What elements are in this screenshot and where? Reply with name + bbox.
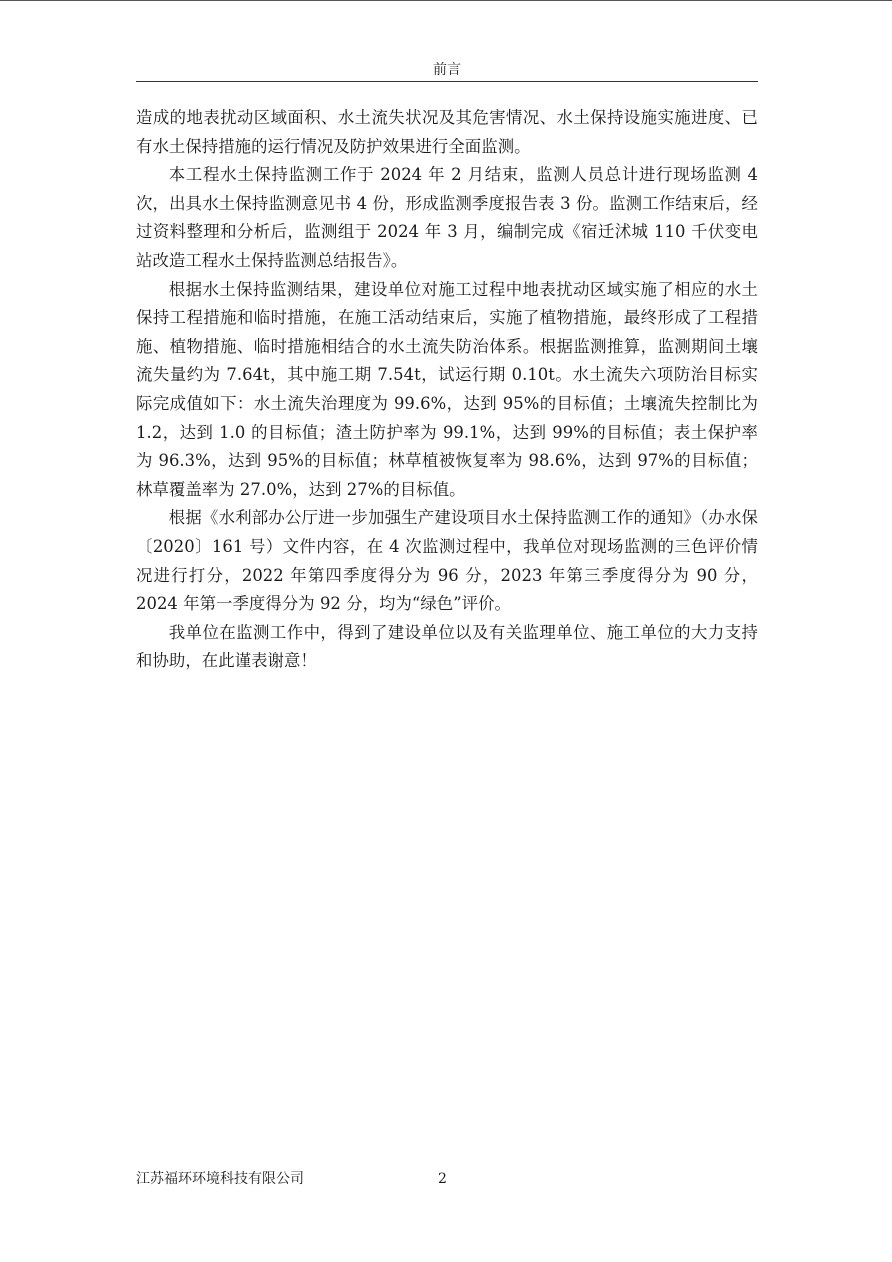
running-header: 前言 bbox=[433, 62, 461, 78]
document-body bbox=[136, 104, 758, 676]
paragraph-continued: 造成的地表扰动区域面积、水土流失状况及其危害情况、水土保持设施实施进度、已有水土保持措施的运行情况及防护效果进行全面监测。 bbox=[136, 108, 758, 156]
paragraph-monitoring-summary: 本工程水土保持监测工作于 2024 年 2 月结束，监测人员总计进行现场监测 4 次，出具水土保持监测意见书 4 份，形成监测季度报告表 3 份。监测工作结束后，经过资料整理和分析后，监测组于 2024 年 3 月，编制完成《宿迁沭城 110 千伏变电站改造工程水土保持监测总结报告》。 bbox=[136, 165, 758, 270]
footer-page-number: 2 bbox=[438, 1171, 447, 1187]
paragraph-three-color-evaluation: 根据《水利部办公厅进一步加强生产建设项目水土保持监测工作的通知》（办水保〔2020〕161 号）文件内容，在 4 次监测过程中，我单位对现场监测的三色评价情况进行打分，2022 年第四季度得分为 96 分，2023 年第三季度得分为 90 分，2024 年第一季度得分为 92 分，均为“绿色”评价。 bbox=[136, 508, 758, 614]
page-top-border bbox=[0, 0, 892, 1]
paragraph-acknowledgement: 我单位在监测工作中，得到了建设单位以及有关监理单位、施工单位的大力支持和协助，在此谨表谢意！ bbox=[136, 622, 758, 671]
header-divider bbox=[136, 81, 758, 82]
footer-company-name: 江苏福环环境科技有限公司 bbox=[136, 1171, 304, 1187]
paragraph-monitoring-results: 根据水土保持监测结果，建设单位对施工过程中地表扰动区域实施了相应的水土保持工程措施和临时措施，在施工活动结束后，实施了植物措施，最终形成了工程措施、植物措施、临时措施相结合的水土流失防治体系。根据监测推算，监测期间土壤流失量约为 7.64t，其中施工期 7.54t，试运行期 0.10t。水土流失六项防治目标实际完成值如下：水土流失治理度为 99.6%，达到 95%的目标值；土壤流失控制比为 1.2，达到 1.0 的目标值；渣土防护率为 99.1%，达到 99%的目标值；表土保护率为 96.3%，达到 95%的目标值；林草植被恢复率为 98.6%，达到 97%的目标值；林草覆盖率为 27.0%，达到 27%的目标值。 bbox=[136, 279, 758, 499]
